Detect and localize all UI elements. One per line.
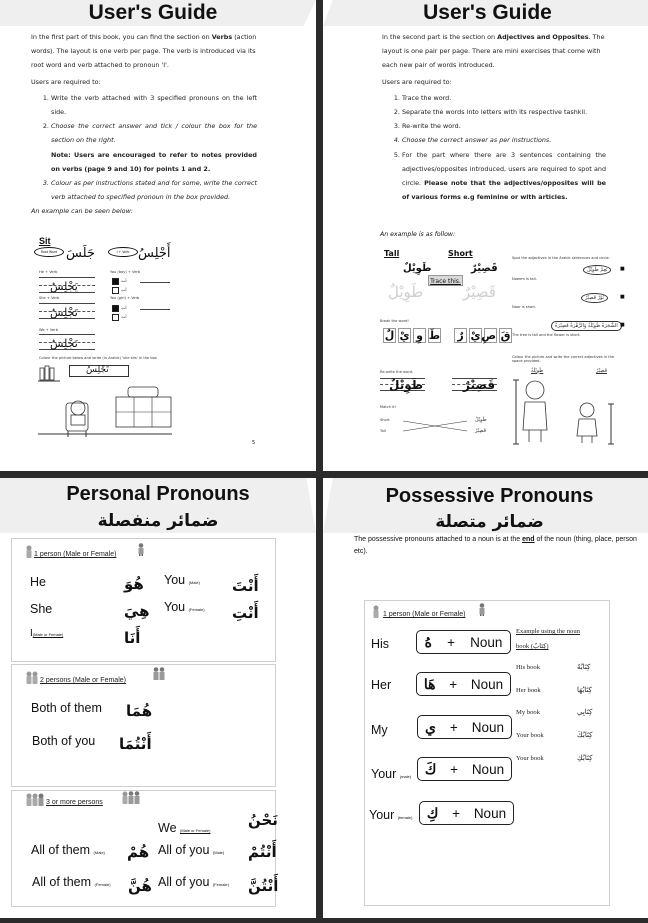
instruction-item: 3. Re-write the word. [402,119,606,133]
example-her-book: Her book [516,687,541,694]
sentence-translation: Naeem is tall. [512,277,537,281]
root-word-oval: Root Word [34,247,64,257]
pronoun-she: She [30,602,53,616]
match-right-item: طَوِيْلٌ [475,417,487,423]
i-verb-oval: I + Verb [108,247,138,257]
traced-verb: تَجْلِسُ [50,306,78,319]
instruction-list [43,91,257,205]
instruction-item: 5. For the part where there are 3 sentences containing the adjectives/opposites introduced, users are required to spot and circle. Please note that the adjectives/opposites will be of various forms e.g feminine or with articles. [402,148,606,205]
suffix-box-his: هُ + Noun [416,630,511,654]
sentence-arabic: الشَّجَرَةُ طَوِيْلَةٌ وَالزَّهْرَةُ قَصِيْرَةٌ [551,321,622,331]
possessive-my: My [371,723,388,737]
note-text: Note: Users are encouraged to refer to notes provided on verbs (page 9 and 10) for points 1 and 2. [51,150,257,173]
figure-label-short: قَصِيْرٌ [596,368,607,374]
pronoun-all-of-you-male: All of you (Male) [158,843,225,857]
example-my-book-arabic: كِتَابِي [577,708,593,716]
page-users-guide-verbs [0,0,316,471]
section-label: 2 persons (Male or Female) [40,677,126,684]
section-label: 1 person (Male or Female) [383,611,466,618]
pronoun-all-of-them-female: All of them (Female) [32,875,111,889]
option-text: أنتَ [121,315,127,319]
arabic-title: ضمائر منفصلة [97,511,219,531]
short-arabic: قَصِيْرٌ [471,263,498,274]
option-text: أنتِ [121,288,127,292]
intro-paragraph: In the second part is the section on Adjectives and Opposites. The layout is one pair per page. There are mini exercises that come with each new pair of words introduced. [382,33,605,70]
boys-height-illustration [513,378,623,446]
pronoun-we-arabic: نَحْنُ [248,811,278,829]
arrow-left-icon [140,282,170,283]
sentence-translation: Noor is short. [512,305,537,309]
instruction-list [394,91,606,205]
figure-label-tall: طَوِيْلَةٌ [531,368,544,374]
you-girl-label: You (girl) + Verb [110,296,140,300]
possessive-his: His [371,637,390,651]
possessive-your-female: Your (female) [369,808,413,822]
pronoun-both-of-them: Both of them [31,701,102,715]
instruction-item: 1. Trace the word. [402,91,606,105]
match-label: Match it! [380,405,396,409]
example-her-book-arabic: كِتَابُهَا [577,686,592,694]
root-arabic: جَلَسَ [66,246,95,261]
rewritten-tall: طَوِيْلٌ [389,378,424,392]
colour-instruction: Colour the picture and write the correct adjectives in the space provided. [512,355,615,363]
pronoun-we: We (Male or Female) [158,821,211,835]
suffix-box-your-female: كِ + Noun [419,801,514,825]
pronoun-all-of-you-female: All of you (Female) [158,875,229,889]
guide-body [382,30,606,204]
bullet-icon: ■ [620,322,625,328]
page-title: User's Guide [423,1,552,24]
required-label: Users are required to: [31,77,101,86]
page-title: Personal Pronouns [66,483,250,505]
instruction-item: 4. Choose the correct answer as per instructions. [402,133,606,147]
suffix-box-your-male: كَ + Noun [417,757,512,781]
example-heading: Example using the noun [516,628,580,635]
example-your-book-male-arabic: كِتَابُكَ [577,731,593,739]
tall-arabic: طَوِيْلٌ [403,263,432,274]
match-left-item: Short [380,418,390,422]
pronoun-both-of-them-arabic: هُمَا [126,702,153,720]
pronoun-all-of-them-male-arabic: هُمْ [127,843,150,861]
group-boys-icon [122,791,140,804]
rewrite-label: Re-write the word. [380,370,414,374]
page-number: 5 [252,440,256,446]
pronoun-you-male: You (Male) [164,573,200,587]
example-his-book-arabic: كِتَابُهُ [577,663,591,671]
instruction-item: 2. Choose the correct answer and tick / colour the box for the section on the right. Note: Users are encouraged to refer to notes provided on verbs (page 9 and 10) for points 1 and 2. [51,119,257,176]
pronoun-you-female-arabic: أَنْتِ [232,604,259,622]
pronoun-all-of-you-female-arabic: أَنْتُنَّ [248,877,279,895]
short-letter-boxes [452,328,512,343]
pronoun-all-of-them-female-arabic: هُنَّ [128,877,152,895]
boy-icon [479,603,485,616]
answer-checkbox[interactable] [112,287,119,294]
letter-box: صِ [481,329,496,342]
section-one-person [11,538,276,662]
sentence-arabic: نُوْرُ قَصِيْرٌ [581,293,608,303]
break-label: Break the word! [380,319,409,323]
possessive-your-male: Your (male) [371,767,412,781]
section-two-persons [11,664,276,787]
page-users-guide-adjectives [323,0,648,471]
sentence-translation: The tree is tall and the flower is short. [512,333,581,337]
match-left-item: Tall [380,429,386,433]
page-title: Possessive Pronouns [385,485,594,507]
short-trace-word: قَصِيْرٌ [463,283,496,301]
traced-verb: نَجْلِسُ [50,337,78,350]
example-his-book: His book [516,664,540,671]
page-personal-pronouns [0,478,316,918]
intro-paragraph: In the first part of this book, you can find the section on Verbs (action words). The layout is one verb per page. The verb is introduced via its root word and verb attached to pronoun 'I'. [31,33,257,70]
example-label: An example can be seen below: [31,207,133,216]
two-girls-icon [26,671,38,684]
section-label: 1 person (Male or Female) [34,551,117,558]
example-noun: book (كِتَابٌ) [516,643,549,650]
trace-label: Trace this. [428,275,463,286]
example-my-book: My book [516,709,540,716]
girl-sitting-illustration [38,365,172,437]
letter-box: يْ [399,329,410,342]
group-girls-icon [26,793,44,806]
required-label: Users are required to: [382,77,452,86]
letter-box: يْ [470,329,481,342]
bullet-icon: ■ [620,266,625,272]
suffix-box-her: هَا + Noun [416,672,511,696]
instruction-item: 1. Write the verb attached with 3 specified pronouns on the left side. [51,91,257,119]
option-text: أنتِ [121,306,127,310]
colour-instruction: Colour the picture below and write (in Arabic) 'she sits' in the box [39,356,157,360]
pronoun-he-arabic: هُوَ [124,575,144,593]
example-label: An example is as follow: [380,231,456,238]
pronoun-you-male-arabic: أَنْتَ [232,577,259,595]
writing-line [39,334,95,335]
page-title: User's Guide [88,1,218,24]
option-text: أنتَ [121,279,127,283]
boy-icon [138,543,144,556]
guide-body [31,30,257,221]
answer-checkbox-checked[interactable] [112,278,119,285]
he-verb-label: He + Verb [39,270,58,274]
arabic-title: ضمائر متصلة [435,512,544,532]
pronoun-both-of-you-arabic: أَنْتُمَا [119,735,152,753]
answer-text: تَجْلِسُ [86,365,109,375]
instruction-item: 3. Colour as per instructions stated and for some, write the correct verb attached to specified pronoun in the box provided. [51,176,257,204]
two-boys-icon [153,667,165,680]
letter-box: قَ [500,329,511,342]
pronoun-all-of-them-male: All of them (Male) [31,843,105,857]
match-right-item: قَصِيْرٌ [475,428,486,434]
pronoun-both-of-you: Both of you [32,734,96,748]
pronoun-you-female: You (Female) [164,600,205,614]
arrow-left-icon [140,309,170,310]
letter-box: وِ [413,328,426,343]
example-your-book-female-arabic: كِتَابُكِ [577,754,593,762]
spot-instruction: Spot the adjectives in the Arabic sentences and circle. [512,256,610,260]
possessive-section-frame [364,600,610,906]
word-short: Short [448,249,473,258]
pronoun-i: I(Male or Female) [30,628,64,639]
letter-box: رٌ [454,328,467,343]
answer-checkbox-checked[interactable] [112,305,119,312]
rewritten-short: قَصِيْرٌ [463,378,496,392]
pronoun-he: He [30,575,46,589]
section-label: 3 or more persons [46,799,103,806]
letter-box: لٌ [384,329,395,342]
pronoun-all-of-you-male-arabic: أَنْتُمْ [248,843,277,861]
example-your-book-female: Your book [516,755,544,762]
suffix-box-my: ي + Noun [417,715,512,739]
i-verb-arabic: أَجْلِسُ [138,246,171,261]
she-verb-label: She + Verb [39,296,60,300]
possessive-her: Her [371,678,392,692]
writing-line [39,277,95,278]
tall-trace-word: طَوِيْلٌ [388,283,424,301]
letter-box: طَ [428,329,440,342]
pronoun-she-arabic: هِيَ [124,602,150,620]
we-verb-label: We + Verb [39,328,58,332]
pronoun-i-arabic: أَنَا [124,629,141,647]
girl-icon [26,545,32,558]
match-lines [401,418,471,434]
sentence-arabic: نَعِمْ طَوِيْلٌ [583,265,611,275]
example-your-book-male: Your book [516,732,544,739]
tall-letter-boxes [381,328,441,343]
section-three-persons [11,790,279,907]
verb-heading: Sit [39,236,51,246]
traced-verb: يَجْلِسُ [50,280,78,293]
page-possessive-pronouns [323,478,648,918]
writing-line [39,303,95,304]
answer-checkbox[interactable] [112,314,119,321]
girl-icon [373,605,379,618]
instruction-item: 2. Separate the words into letters with its respective tashkil. [402,105,606,119]
you-boy-label: You (boy) + Verb [110,270,141,274]
intro-paragraph: The possessive pronouns attached to a noun is at the end of the noun (thing, place, person etc). [354,536,637,555]
word-tall: Tall [384,249,400,258]
bullet-icon: ■ [620,294,625,300]
